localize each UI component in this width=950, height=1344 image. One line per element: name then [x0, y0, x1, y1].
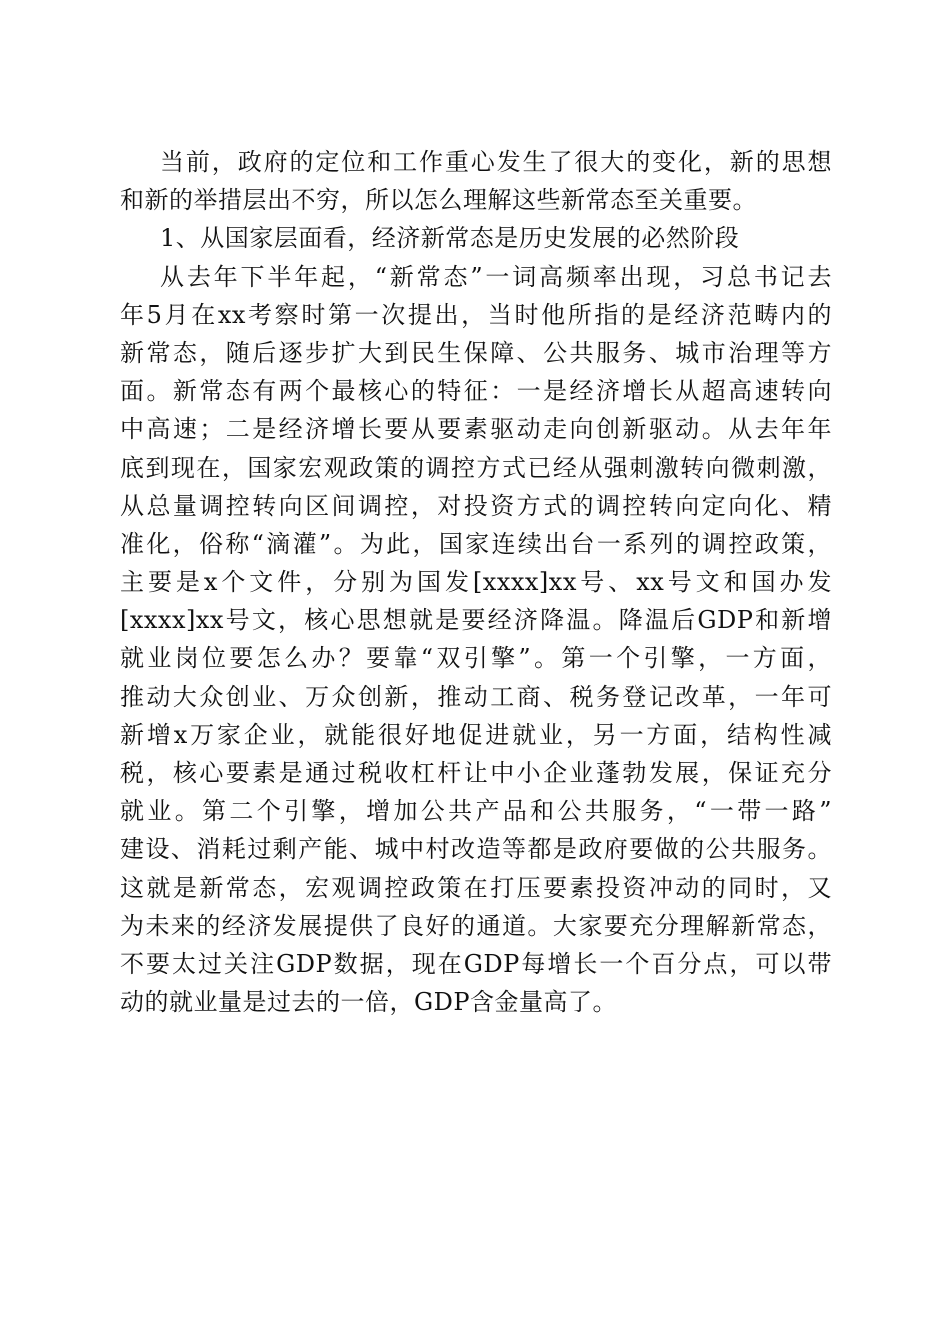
- paragraph-line: 新增x万家企业，就能很好地促进就业，另一方面，结构性减: [120, 720, 832, 749]
- paragraph-line: [xxxx]xx号文，核心思想就是要经济降温。降温后GDP和新增: [120, 606, 832, 635]
- paragraph-line: 为未来的经济发展提供了良好的通道。大家要充分理解新常态，: [120, 911, 832, 940]
- paragraph-line: 中高速；二是经济增长要从要素驱动走向创新驱动。从去年年: [120, 415, 832, 444]
- paragraph-line: 面。新常态有两个最核心的特征：一是经济增长从超高速转向: [120, 377, 832, 406]
- section-heading: 1、从国家层面看，经济新常态是历史发展的必然阶段: [160, 224, 740, 253]
- paragraph-line: 主要是x个文件，分别为国发[xxxx]xx号、xx号文和国办发: [120, 568, 832, 597]
- paragraph-line: 新常态，随后逐步扩大到民生保障、公共服务、城市治理等方: [120, 338, 832, 367]
- document-body: [120, 143, 832, 1021]
- paragraph-line: 建设、消耗过剩产能、城中村改造等都是政府要做的公共服务。: [120, 835, 832, 864]
- paragraph-line: 就业岗位要怎么办？要靠“双引擎”。第一个引擎，一方面，: [120, 644, 832, 673]
- paragraph-line: 就业。第二个引擎，增加公共产品和公共服务，“一带一路”: [120, 797, 832, 826]
- paragraph-line: 从总量调控转向区间调控，对投资方式的调控转向定向化、精: [120, 491, 832, 520]
- paragraph-line: 从去年下半年起，“新常态”一词高频率出现，习总书记去: [160, 262, 832, 291]
- paragraph-line: 这就是新常态，宏观调控政策在打压要素投资冲动的同时，又: [120, 873, 832, 902]
- paragraph-line: 准化，俗称“滴灌”。为此，国家连续出台一系列的调控政策，: [120, 529, 832, 558]
- paragraph-line: 当前，政府的定位和工作重心发生了很大的变化，新的思想: [160, 148, 832, 176]
- paragraph-line: 动的就业量是过去的一倍，GDP含金量高了。: [120, 988, 618, 1017]
- paragraph-line: 税，核心要素是通过税收杠杆让中小企业蓬勃发展，保证充分: [120, 759, 832, 787]
- paragraph-line: 推动大众创业、万众创新，推动工商、税务登记改革，一年可: [120, 682, 832, 711]
- paragraph-line: 不要太过关注GDP数据，现在GDP每增长一个百分点，可以带: [120, 949, 832, 978]
- paragraph-line: 年5月在xx考察时第一次提出，当时他所指的是经济范畴内的: [120, 300, 832, 329]
- paragraph-line: 底到现在，国家宏观政策的调控方式已经从强刺激转向微刺激，: [120, 453, 832, 482]
- paragraph-line: 和新的举措层出不穷，所以怎么理解这些新常态至关重要。: [120, 186, 757, 215]
